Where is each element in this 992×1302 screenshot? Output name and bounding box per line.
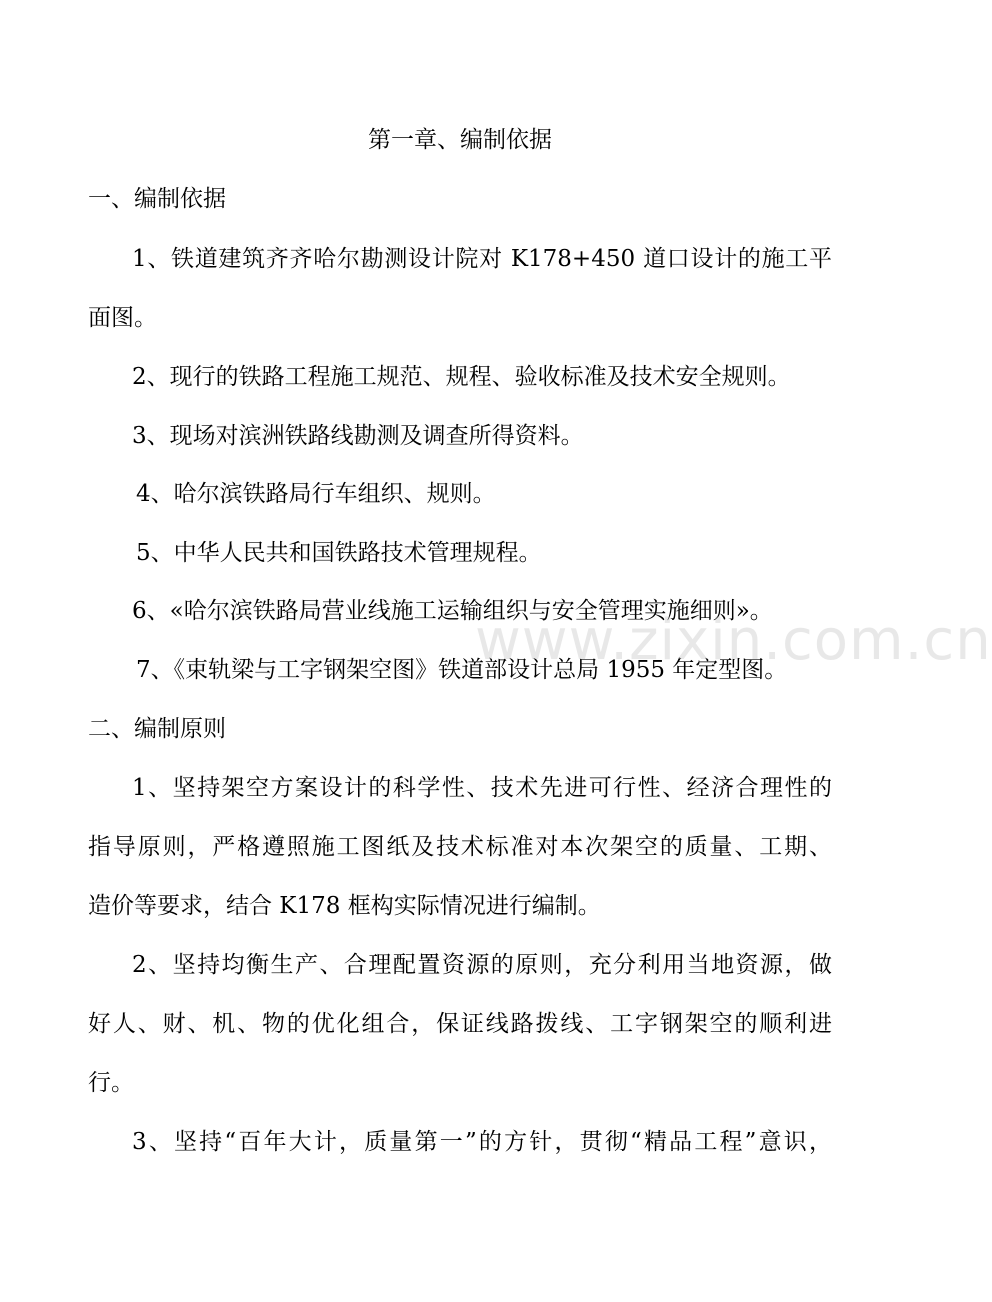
section2-item3-line1: 3、坚持“百年大计，质量第一”的方针，贯彻“精品工程”意识， [132,1129,832,1155]
section1-item6: 6、«哈尔滨铁路局营业线施工运输组织与安全管理实施细则»。 [132,598,773,624]
section1-item1-line2: 面图。 [88,305,157,331]
section1-item2: 2、现行的铁路工程施工规范、规程、验收标准及技术安全规则。 [132,364,791,390]
section1-item1-line1: 1、铁道建筑齐齐哈尔勘测设计院对 K178+450 道口设计的施工平 [132,246,832,272]
section1-item3: 3、现场对滨洲铁路线勘测及调查所得资料。 [132,423,584,449]
section2-item1-line2: 指导原则，严格遵照施工图纸及技术标准对本次架空的质量、工期、 [88,834,832,860]
section2-heading: 二、编制原则 [88,716,226,742]
section1-item5: 5、中华人民共和国铁路技术管理规程。 [136,540,542,566]
watermark: www.zixin.com.cn [475,608,992,673]
section2-item2-line3: 行。 [88,1070,134,1096]
section2-item1-line1: 1、坚持架空方案设计的科学性、技术先进可行性、经济合理性的 [132,775,832,801]
chapter-title: 第一章、编制依据 [368,127,552,153]
section2-item2-line2: 好人、财、机、物的优化组合，保证线路拨线、工字钢架空的顺利进 [88,1011,832,1037]
section2-item1-line3: 造价等要求，结合 K178 框构实际情况进行编制。 [88,893,601,919]
section1-heading: 一、编制依据 [88,186,226,212]
section1-item4: 4、哈尔滨铁路局行车组织、规则。 [136,481,496,507]
section2-item2-line1: 2、坚持均衡生产、合理配置资源的原则，充分利用当地资源，做 [132,952,832,978]
section1-item7: 7、《束轨梁与工字钢架空图》铁道部设计总局 1955 年定型图。 [136,657,788,683]
